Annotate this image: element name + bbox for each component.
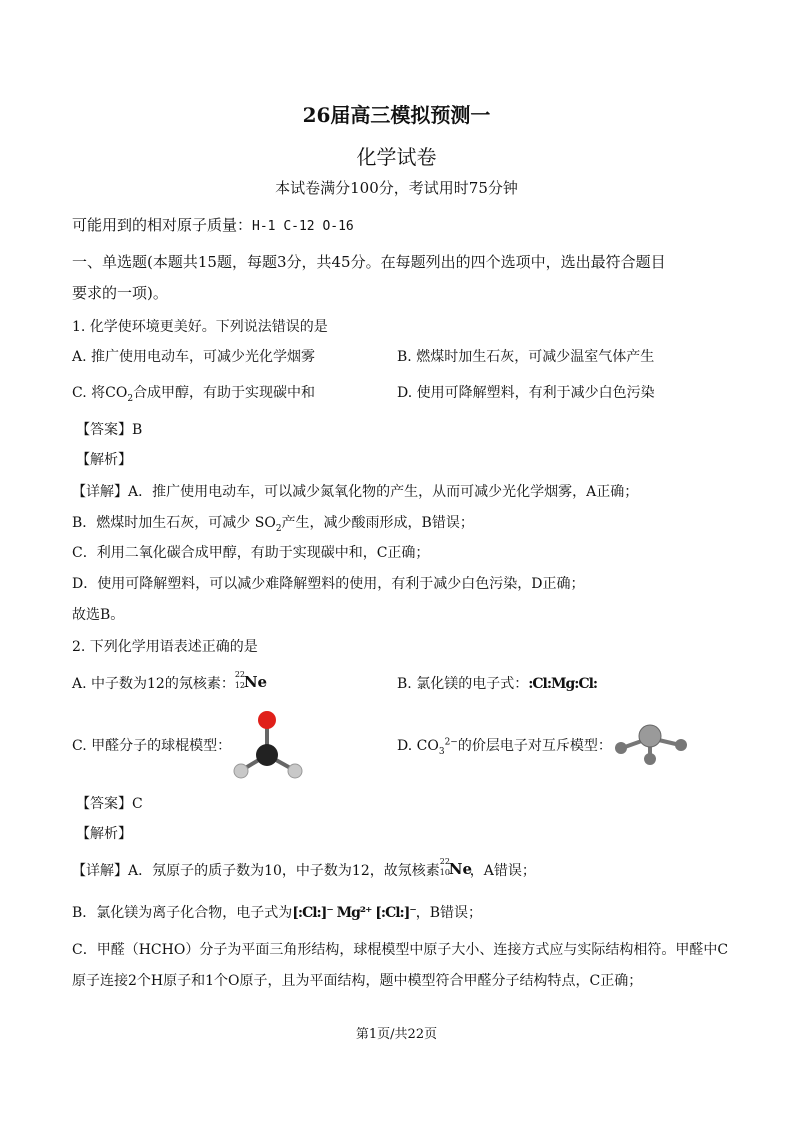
- atomic-masses: [72, 214, 354, 235]
- q1-option-b: B. 燃煤时加生石灰，可减少温室气体产生: [397, 349, 655, 365]
- q2-detail-a-text: 【详解】A．氖原子的质子数为10，中子数为12，故氖核素: [72, 863, 440, 879]
- neon-isotope-symbol: 22 12 Ne: [234, 670, 268, 691]
- section-heading-line2: 要求的一项)。: [72, 284, 168, 302]
- formaldehyde-ball-stick-model: [228, 705, 308, 785]
- q2-option-d-text: 的价层电子对互斥模型：: [457, 738, 612, 754]
- section-heading-line1: 一、单选题(本题共15题，每题3分，共45分。在每题列出的四个选项中，选出最符合题目: [72, 253, 666, 271]
- central-atom: [639, 725, 661, 747]
- q1-stem: 1. 化学使环境更美好。下列说法错误的是: [72, 319, 328, 335]
- exam-info: 本试卷满分100分，考试用时75分钟: [275, 179, 518, 197]
- q1-option-a: A. 推广使用电动车，可减少光化学烟雾: [72, 349, 316, 365]
- q1-option-d: D. 使用可降解塑料，有利于减少白色污染: [397, 385, 655, 401]
- q1-option-c: [72, 382, 315, 402]
- q2-detail-c-line1: C．甲醛（HCHO）分子为平面三角形结构，球棍模型中原子大小、连接方式应与实际结构相符。甲醛中C: [72, 942, 729, 958]
- q1-option-c-text: 合成甲醇，有助于实现碳中和: [133, 385, 316, 401]
- q2-detail-a: [72, 857, 536, 880]
- q1-conclusion: 故选B。: [72, 607, 125, 623]
- carbonate-formula: $CO_3^{2-}$: [416, 737, 458, 757]
- q2-option-a: [72, 670, 268, 693]
- hydrogen-atom: [288, 764, 302, 778]
- ligand-atom: [615, 742, 627, 754]
- subject-title: 化学试卷: [356, 145, 437, 169]
- page-title: 26届高三模拟预测一: [302, 103, 491, 127]
- atomic-masses-values: H-1 C-12 O-16: [252, 219, 354, 234]
- q1-answer: 【答案】B: [76, 422, 143, 438]
- q2-option-d-label: D.: [397, 738, 413, 754]
- mgcl2-electron-formula: :Cl:Mg:Cl:: [528, 676, 598, 692]
- q1-detail-b-subscript: 2: [275, 523, 282, 534]
- q2-stem: 2. 下列化学用语表述正确的是: [72, 639, 258, 655]
- q1-detail-b-text: 产生，减少酸雨形成，B错误；: [281, 515, 474, 531]
- q1-detail-b-prefix: B．燃煤时加生石灰，可减少 SO: [72, 515, 276, 531]
- q1-detail-b: [72, 512, 474, 532]
- vsepr-model: [610, 720, 690, 768]
- page-number: 第1页/共22页: [355, 1027, 438, 1042]
- q2-option-d: [397, 735, 612, 755]
- q2-option-b-text: B. 氯化镁的电子式：: [397, 676, 529, 692]
- ligand-atom: [675, 739, 687, 751]
- neon-isotope-symbol: 22 10 Ne: [439, 857, 473, 878]
- q1-option-c-prefix: C. 将: [72, 385, 106, 401]
- q2-answer: 【答案】C: [76, 796, 143, 812]
- q2-analysis-label: 【解析】: [76, 826, 132, 842]
- q1-detail-c: C．利用二氧化碳合成甲醇，有助于实现碳中和，C正确；: [72, 545, 430, 561]
- oxygen-atom: [258, 711, 276, 729]
- atomic-masses-label: 可能用到的相对原子质量：: [72, 216, 253, 234]
- q2-option-c: C. 甲醛分子的球棍模型：: [72, 738, 232, 754]
- q2-detail-a-tail: ，A错误；: [469, 863, 536, 879]
- mgcl2-ionic-electron-formula: [:Cl:]⁻ Mg²⁺ [:Cl:]⁻: [292, 905, 416, 921]
- q2-option-b: [397, 673, 597, 693]
- q2-detail-b-tail: ，B错误；: [415, 905, 483, 921]
- q2-detail-b: [72, 902, 482, 922]
- carbon-atom: [256, 744, 278, 766]
- q2-detail-b-text: B．氯化镁为离子化合物，电子式为: [72, 905, 293, 921]
- q2-option-a-text: A. 中子数为12的氖核素：: [72, 676, 235, 692]
- q1-detail-d: D．使用可降解塑料，可以减少难降解塑料的使用，有利于减少白色污染，D正确；: [72, 576, 585, 592]
- q2-detail-c-line2: 原子连接2个H原子和1个O原子，且为平面结构，题中模型符合甲醛分子结构特点，C正确；: [72, 973, 643, 989]
- q1-option-c-subscript: 2: [127, 393, 134, 404]
- q1-option-c-formula: CO: [105, 385, 128, 401]
- q1-detail-a: 【详解】A．推广使用电动车，可以减少氮氧化物的产生，从而可减少光化学烟雾，A正确；: [72, 484, 639, 500]
- ligand-atom: [644, 753, 656, 765]
- hydrogen-atom: [234, 764, 248, 778]
- q1-analysis-label: 【解析】: [76, 452, 132, 468]
